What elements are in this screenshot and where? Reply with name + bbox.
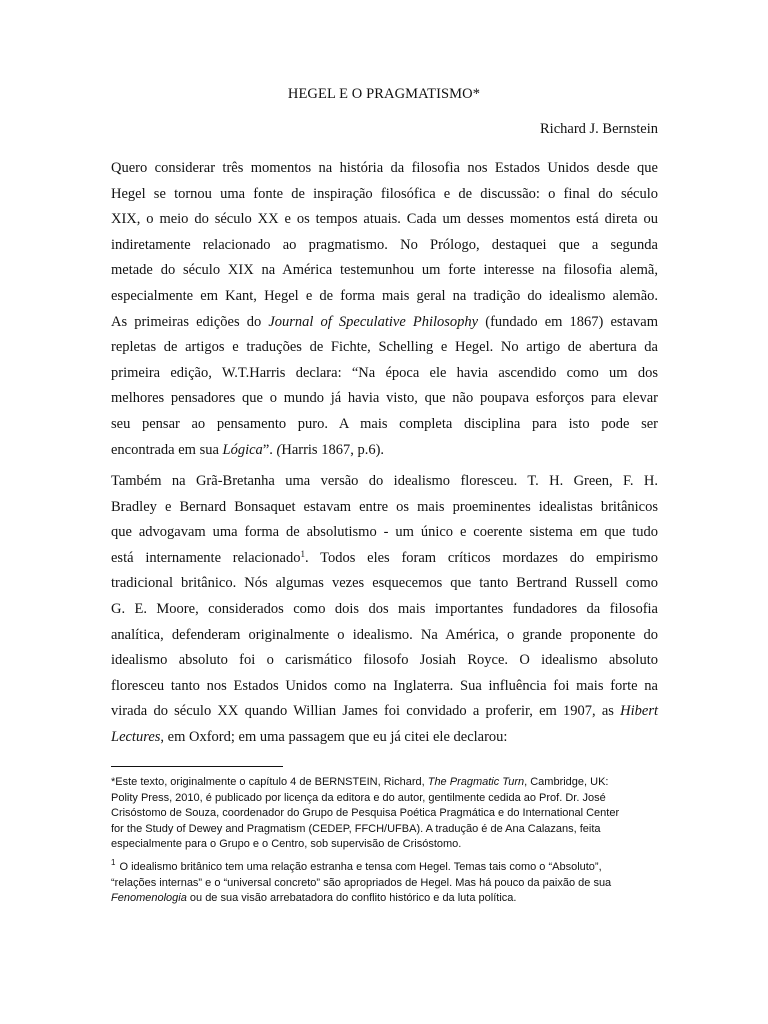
paragraph-line: analítica, defenderam originalmente o idealismo. Na América, o grande proponente do <box>111 626 658 643</box>
paragraph-line: repletas de artigos e traduções de Fichte, Schelling e Hegel. No artigo de abertura da <box>111 339 658 356</box>
paragraph-line: seu pensar ao pensamento puro. A mais completa disciplina para isto pode ser <box>111 415 658 432</box>
footnote-line: Crisóstomo de Souza, coordenador do Grupo de Pesquisa Poética Pragmática e do International Center <box>111 807 620 819</box>
paragraph-line: tradicional britânico. Nós algumas vezes esquecemos que tanto Bertrand Russell como <box>111 575 658 592</box>
paragraph-line: idealismo absoluto foi o carismático filosofo Josiah Royce. O idealismo absoluto <box>111 652 658 669</box>
paragraph-1 <box>111 156 658 463</box>
line-text: ”. <box>262 441 277 458</box>
line-text: , Cambridge, UK: <box>524 776 609 788</box>
paragraph-line: Hegel se tornou uma fonte de inspiração filosófica e de discussão: o final do século <box>111 185 658 202</box>
line-text: (fundado em 1867) estavam <box>478 313 658 330</box>
paragraph-line: floresceu tanto nos Estados Unidos como na Inglaterra. Sua influência foi mais forte na <box>111 677 658 694</box>
journal-title: Journal of Speculative Philosophy <box>268 313 479 330</box>
paragraph-line <box>111 546 658 572</box>
footnote-line <box>111 775 658 791</box>
footnote-line: for the Study of Dewey and Pragmatism (CEDEP, FFCH/UFBA). A tradução é de Ana Calazans, feita <box>111 822 601 835</box>
paragraph-2 <box>111 469 658 751</box>
paragraph-line: metade do século XIX na América testemunhou um forte interesse na filosofia alemã, <box>111 262 658 279</box>
paragraph-line <box>111 699 658 725</box>
footnote-line <box>111 860 658 876</box>
citation-paren: ( <box>276 441 282 458</box>
paragraph-line: indiretamente relacionado ao pragmatismo. No Prólogo, destaquei que a segunda <box>111 236 658 253</box>
paragraph-line: Quero considerar três momentos na história da filosofia nos Estados Unidos desde que <box>111 160 658 176</box>
footnote-line: Polity Press, 2010, é publicado por licença da editora e do autor, gentilmente cedida ao Prof. Dr. José <box>111 791 606 804</box>
line-text: , em Oxford; em uma passagem que eu já citei ele declarou: <box>160 728 508 745</box>
line-text: encontrada em sua <box>111 441 223 458</box>
page-title: HEGEL E O PRAGMATISMO* <box>287 86 481 102</box>
lecture-title: Lectures <box>111 728 161 745</box>
citation: Harris 1867, p.6). <box>281 441 385 458</box>
footnote-star <box>111 775 658 853</box>
line-text: está internamente relacionado <box>111 549 301 566</box>
footnote-reference[interactable]: 1 <box>300 548 305 559</box>
paragraph-line: Bradley e Bernard Bonsaquet estavam entre os mais proeminentes idealistas britânicos <box>111 498 658 515</box>
paragraph-line: especialmente em Kant, Hegel e de forma mais geral na tradição do idealismo alemão. <box>111 287 658 304</box>
lecture-title: Hibert <box>620 703 658 720</box>
footnote-marker: 1 <box>111 858 116 867</box>
book-title: The Pragmatic Turn <box>427 776 525 788</box>
paragraph-line: melhores pensadores que o mundo já havia visto, que não poupava esforços para elevar <box>111 390 658 407</box>
paragraph-line <box>111 310 658 336</box>
paragraph-line: G. E. Moore, considerados como dois dos mais importantes fundadores da filosofia <box>111 600 658 617</box>
paragraph-line: que advogavam uma forma de absolutismo - um único e coerente sistema em que tudo <box>111 524 658 541</box>
line-text: virada do século XX quando Willian James foi convidado a proferir, em 1907, as <box>111 703 621 720</box>
paragraph-line: Também na Grã-Bretanha uma versão do idealismo floresceu. T. H. Green, F. H. <box>111 473 658 489</box>
paragraph-line: XIX, o meio do século XX e os tempos atuais. Cada um desses momentos está direta ou <box>111 211 658 228</box>
line-text: As primeiras edições do <box>111 313 269 330</box>
paragraph-line <box>111 438 658 464</box>
paragraph-line: primeira edição, W.T.Harris declara: “Na época ele havia ascendido como um dos <box>111 364 658 381</box>
line-text: . Todos eles foram críticos mordazes do empirismo <box>304 549 659 566</box>
line-text: ou de sua visão arrebatadora do conflito histórico e da luta política. <box>186 892 517 904</box>
footnote-line <box>111 891 658 907</box>
paragraph-line <box>111 725 658 751</box>
line-text: *Este texto, originalmente o capítulo 4 de BERNSTEIN, Richard, <box>111 776 428 788</box>
line-text: O idealismo britânico tem uma relação estranha e tensa com Hegel. Temas tais como o “Absoluto”, <box>119 861 602 873</box>
footnote-separator <box>111 766 283 767</box>
book-title: Fenomenologia <box>111 892 187 904</box>
author-name: Richard J. Bernstein <box>540 121 658 137</box>
footnote-1 <box>111 860 658 907</box>
footnote-line: especialmente para o Grupo e o Centro, sob supervisão de Crisóstomo. <box>111 838 462 850</box>
book-title: Lógica <box>222 441 263 458</box>
footnote-line: “relações internas” e o “universal concreto” são apropriados de Hegel. Mas há pouco da paixão de sua <box>111 876 612 889</box>
